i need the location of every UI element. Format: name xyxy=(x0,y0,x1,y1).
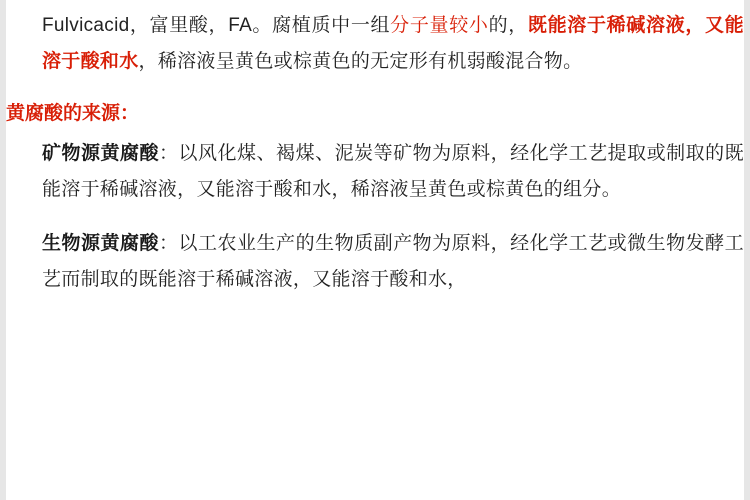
term-bio-source: 生物源黄腐酸 xyxy=(42,233,160,254)
definition-run-0: Fulvicacid，富里酸，FA。腐植质中一组 xyxy=(42,15,391,36)
paragraph-definition xyxy=(6,8,744,80)
paragraph-spacer xyxy=(6,208,744,226)
text-mineral-source: ：以风化煤、褐煤、泥炭等矿物为原料，经化学工艺提取或制取的既能溶于稀碱溶液，又能溶于酸和水，稀溶液呈黄色或棕黄色的组分。 xyxy=(42,143,744,200)
text-bio-source: ：以工农业生产的生物质副产物为原料，经化学工艺或微生物发酵工艺而制取的既能溶于稀碱溶液，又能溶于酸和水， xyxy=(42,233,744,290)
section-heading-sources: 黄腐酸的来源： xyxy=(6,103,140,124)
paragraph-mineral-source xyxy=(6,136,744,208)
definition-run-2: 的， xyxy=(488,15,528,36)
paragraph-bio-source xyxy=(6,226,744,298)
right-margin-rule xyxy=(744,0,750,500)
left-margin-rule xyxy=(0,0,6,500)
definition-run-1: 分子量较小 xyxy=(390,15,489,36)
term-mineral-source: 矿物源黄腐酸 xyxy=(42,143,160,164)
definition-run-4: ，稀溶液呈黄色或棕黄色的无定形有机弱酸混合物。 xyxy=(138,51,583,72)
definition-run-3: 既能溶于稀碱溶液，又能溶于酸和水 xyxy=(42,15,744,72)
